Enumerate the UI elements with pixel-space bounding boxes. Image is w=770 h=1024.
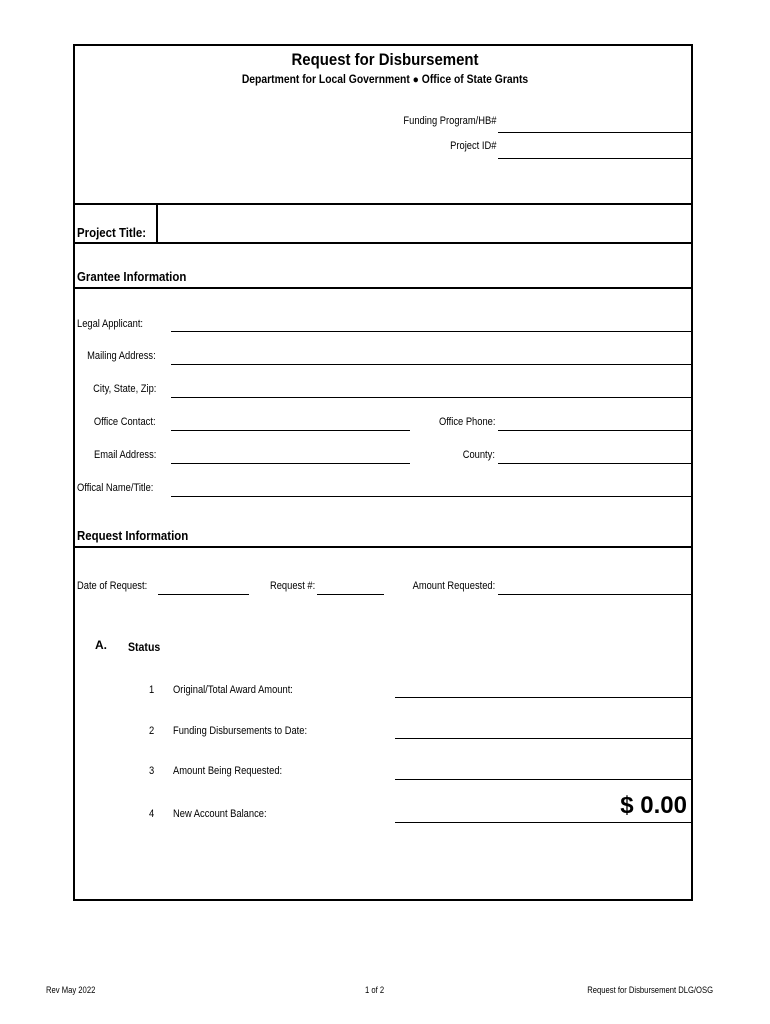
request-heading: Request Information [77, 528, 189, 543]
county-label: County: [462, 449, 495, 461]
project-title-field[interactable] [159, 206, 691, 240]
footer-revision: Rev May 2022 [46, 985, 96, 995]
project-id-label: Project ID# [449, 140, 496, 152]
grantee-heading: Grantee Information [77, 269, 187, 284]
status-item-number: 4 [149, 808, 155, 820]
office-contact-label: Office Contact: [94, 416, 156, 428]
original-award-label: Original/Total Award Amount: [173, 684, 293, 696]
official-name-field[interactable] [171, 496, 693, 497]
email-address-field[interactable] [171, 463, 410, 464]
office-contact-field[interactable] [171, 430, 410, 431]
mailing-address-field[interactable] [171, 364, 693, 365]
footer-document-name: Request for Disbursement DLG/OSG [587, 985, 713, 995]
disbursements-to-date-label: Funding Disbursements to Date: [173, 725, 308, 737]
new-account-balance-value: $ 0.00 [620, 792, 687, 819]
divider [73, 287, 693, 289]
official-name-label: Offical Name/Title: [77, 482, 154, 494]
amount-requested-label: Amount Requested: [412, 580, 495, 592]
date-of-request-field[interactable] [158, 594, 249, 595]
form-title: Request for Disbursement [291, 50, 479, 69]
legal-applicant-field[interactable] [171, 331, 693, 332]
office-phone-label: Office Phone: [438, 416, 495, 428]
city-state-zip-field[interactable] [171, 397, 693, 398]
funding-program-label: Funding Program/HB# [402, 115, 496, 127]
status-item-number: 3 [149, 765, 155, 777]
email-address-label: Email Address: [93, 449, 156, 461]
request-number-field[interactable] [317, 594, 384, 595]
status-item-number: 2 [149, 725, 155, 737]
status-item-number: 1 [149, 684, 155, 696]
request-number-label: Request #: [269, 580, 315, 592]
disbursements-to-date-field[interactable] [395, 738, 693, 739]
project-id-field[interactable] [498, 158, 693, 159]
status-letter: A. [95, 638, 107, 652]
amount-requested-field[interactable] [498, 594, 693, 595]
amount-being-requested-label: Amount Being Requested: [173, 765, 283, 777]
new-account-balance-label: New Account Balance: [173, 808, 267, 820]
form-subtitle: Department for Local Government ● Office of State Grants [241, 74, 529, 86]
city-state-zip-label: City, State, Zip: [92, 383, 156, 395]
project-title-label: Project Title: [77, 225, 147, 240]
status-heading: Status [128, 640, 161, 654]
legal-applicant-label: Legal Applicant: [77, 318, 144, 330]
original-award-field[interactable] [395, 697, 693, 698]
divider [73, 546, 693, 548]
mailing-address-label: Mailing Address: [87, 350, 156, 362]
funding-program-field[interactable] [498, 132, 693, 133]
divider [73, 203, 693, 205]
new-account-balance-field[interactable] [395, 822, 693, 823]
date-of-request-label: Date of Request: [77, 580, 148, 592]
amount-being-requested-field[interactable] [395, 779, 693, 780]
divider [156, 203, 158, 242]
footer-page-number: 1 of 2 [365, 985, 385, 995]
form-frame [73, 44, 693, 901]
office-phone-field[interactable] [498, 430, 693, 431]
divider [73, 242, 693, 244]
county-field[interactable] [498, 463, 693, 464]
